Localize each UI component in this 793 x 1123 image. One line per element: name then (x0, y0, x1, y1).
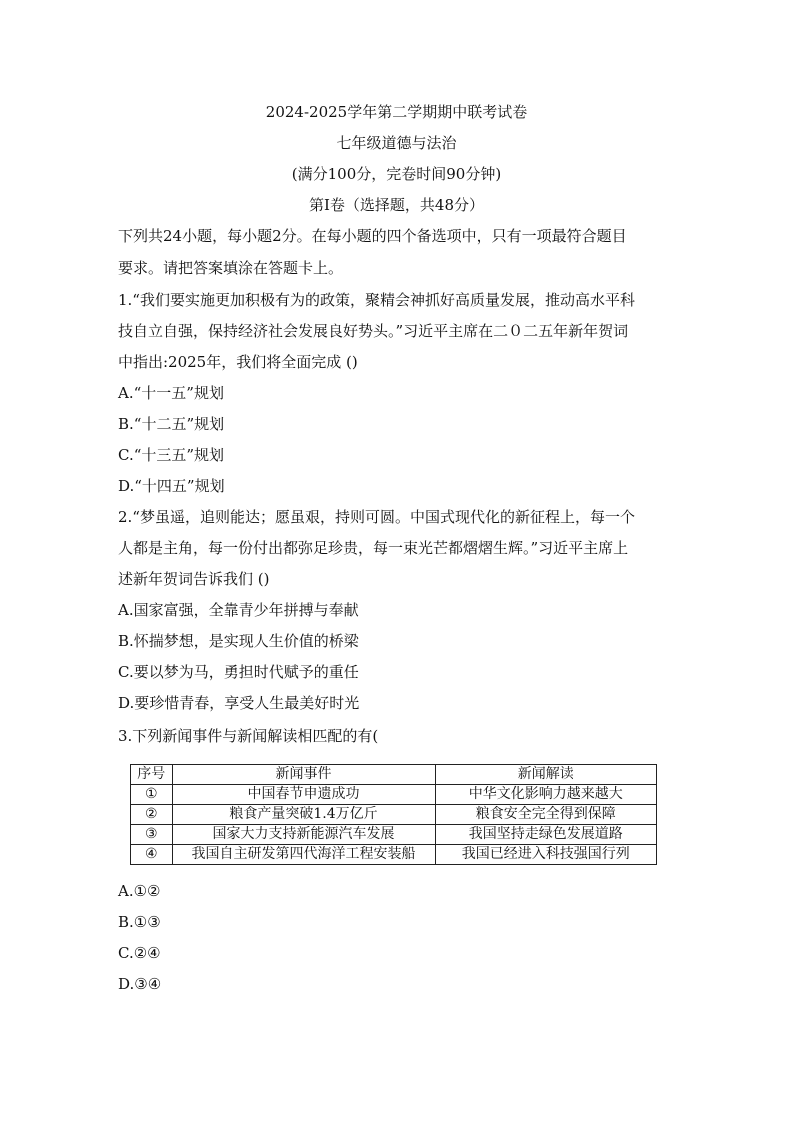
table-row (131, 785, 657, 805)
question-3-option-b: B.①③ (118, 913, 161, 931)
table-header-cell: 序号 (131, 765, 173, 785)
table-row (131, 825, 657, 845)
question-3-option-d: D.③④ (118, 975, 162, 993)
question-2-option-b: B.怀揣梦想，是实现人生价值的桥梁 (118, 632, 359, 650)
question-2-stem-line: 人都是主角，每一份付出都弥足珍贵，每一束光芒都熠熠生辉。”习近平主席上 (118, 539, 629, 557)
table-cell: 国家大力支持新能源汽车发展 (172, 825, 435, 845)
table-cell: ② (131, 805, 173, 825)
question-2-option-a: A.国家富强，全靠青少年拼搏与奉献 (118, 601, 359, 619)
table-row (131, 845, 657, 865)
table-header-cell: 新闻事件 (172, 765, 435, 785)
subject-title: 七年级道德与法治 (336, 134, 457, 152)
score-time-note: (满分100分，完卷时间90分钟) (291, 165, 502, 183)
question-1-stem-line: 中指出:2025年，我们将全面完成 () (118, 353, 358, 371)
table-cell: 我国坚持走绿色发展道路 (435, 825, 656, 845)
question-2-option-c: C.要以梦为马，勇担时代赋予的重任 (118, 663, 359, 681)
instruction-line: 下列共24小题，每小题2分。在每小题的四个备选项中，只有一项最符合题目 (118, 227, 627, 245)
question-2-stem-line: 述新年贺词告诉我们 () (118, 570, 270, 588)
news-table (130, 764, 657, 865)
table-cell: 中国春节申遗成功 (172, 785, 435, 805)
question-3-option-a: A.①② (118, 882, 161, 900)
question-3-option-c: C.②④ (118, 944, 161, 962)
exam-title: 2024-2025学年第二学期期中联考试卷 (265, 103, 528, 121)
table-row (131, 805, 657, 825)
question-1-option-a: A.“十一五”规划 (118, 384, 224, 402)
question-3-stem: 3.下列新闻事件与新闻解读相匹配的有( (118, 727, 379, 745)
table-header-cell: 新闻解读 (435, 765, 656, 785)
table-cell: 中华文化影响力越来越大 (435, 785, 656, 805)
question-1-option-c: C.“十三五”规划 (118, 446, 225, 464)
section-title: 第Ⅰ卷（选择题，共48分） (308, 196, 484, 214)
question-2-stem-line: 2.“梦虽遥，追则能达；愿虽艰，持则可圆。中国式现代化的新征程上，每一个 (118, 508, 635, 526)
table-cell: ① (131, 785, 173, 805)
table-cell: ③ (131, 825, 173, 845)
table-header-row (131, 765, 657, 785)
instruction-line: 要求。请把答案填涂在答题卡上。 (118, 259, 344, 277)
question-1-stem-line: 技自立自强，保持经济社会发展良好势头。”习近平主席在二０二五年新年贺词 (118, 322, 629, 340)
table-cell: ④ (131, 845, 173, 865)
question-1-option-d: D.“十四五”规划 (118, 477, 225, 495)
table-cell: 我国已经进入科技强国行列 (435, 845, 656, 865)
table-cell: 粮食安全完全得到保障 (435, 805, 656, 825)
table-cell: 粮食产量突破1.4万亿斤 (172, 805, 435, 825)
question-1-option-b: B.“十二五”规划 (118, 415, 225, 433)
question-2-option-d: D.要珍惜青春，享受人生最美好时光 (118, 694, 360, 712)
table-cell: 我国自主研发第四代海洋工程安装船 (172, 845, 435, 865)
question-1-stem-line: 1.“我们要实施更加积极有为的政策，聚精会神抓好高质量发展，推动高水平科 (118, 291, 635, 309)
